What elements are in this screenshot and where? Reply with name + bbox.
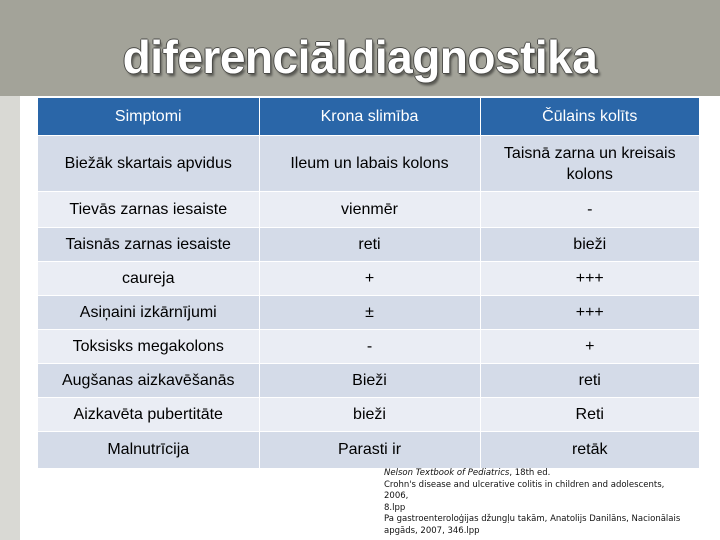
slide-title: diferenciāldiagnostika [122,31,598,83]
table-row [38,330,699,364]
table-row [38,136,699,192]
citation-line [384,468,684,480]
table-row [38,296,699,330]
table-row [38,262,699,296]
cell-colitis: +++ [480,262,699,296]
citation-line: apgāds, 2007, 346.lpp [384,525,480,536]
cell-crohn: + [259,262,480,296]
cell-colitis: reti [480,364,699,398]
citation-line: Crohn's disease and ulcerative colitis in children and adolescents, 2006, [384,479,665,501]
cell-symptom: Malnutrīcija [38,432,259,468]
table-row [38,398,699,432]
cell-crohn: Ileum un labais kolons [259,136,480,192]
table-row [38,364,699,398]
citation-line: Pa gastroenteroloģijas džungļu takām, Anatolijs Danilāns, Nacionālais [384,514,681,524]
citation-source: Nelson Textbook of Pediatrics [384,468,510,478]
cell-colitis: bieži [480,228,699,262]
cell-crohn: ± [259,296,480,330]
cell-symptom: Augšanas aizkavēšanās [38,364,259,398]
cell-colitis: Reti [480,398,699,432]
table-header-row [38,98,699,136]
cell-crohn: - [259,330,480,364]
cell-colitis: retāk [480,432,699,468]
cell-colitis: +++ [480,296,699,330]
cell-symptom: Taisnās zarnas iesaiste [38,228,259,262]
cell-crohn: Parasti ir [259,432,480,468]
column-header-colitis: Čūlains kolīts [480,98,699,136]
column-header-crohn: Krona slimība [259,98,480,136]
cell-symptom: Biežāk skartais apvidus [38,136,259,192]
cell-symptom: Aizkavēta pubertitāte [38,398,259,432]
cell-crohn: bieži [259,398,480,432]
cell-colitis: + [480,330,699,364]
table-row [38,432,699,468]
cell-crohn: vienmēr [259,192,480,228]
cell-colitis: Taisnā zarna un kreisais kolons [480,136,699,192]
citation-line: 8.lpp [384,502,406,513]
table-row [38,228,699,262]
left-decorative-strip [0,96,20,540]
column-header-symptoms: Simptomi [38,98,259,136]
cell-crohn: Bieži [259,364,480,398]
cell-colitis: - [480,192,699,228]
citation-edition: , 18th ed. [509,468,551,478]
cell-symptom: Asiņaini izkārnījumi [38,296,259,330]
cell-symptom: Tievās zarnas iesaiste [38,192,259,228]
cell-symptom: Toksisks megakolons [38,330,259,364]
table-row [38,192,699,228]
cell-crohn: reti [259,228,480,262]
comparison-table [38,98,699,468]
citation-block [384,468,684,537]
cell-symptom: caureja [38,262,259,296]
